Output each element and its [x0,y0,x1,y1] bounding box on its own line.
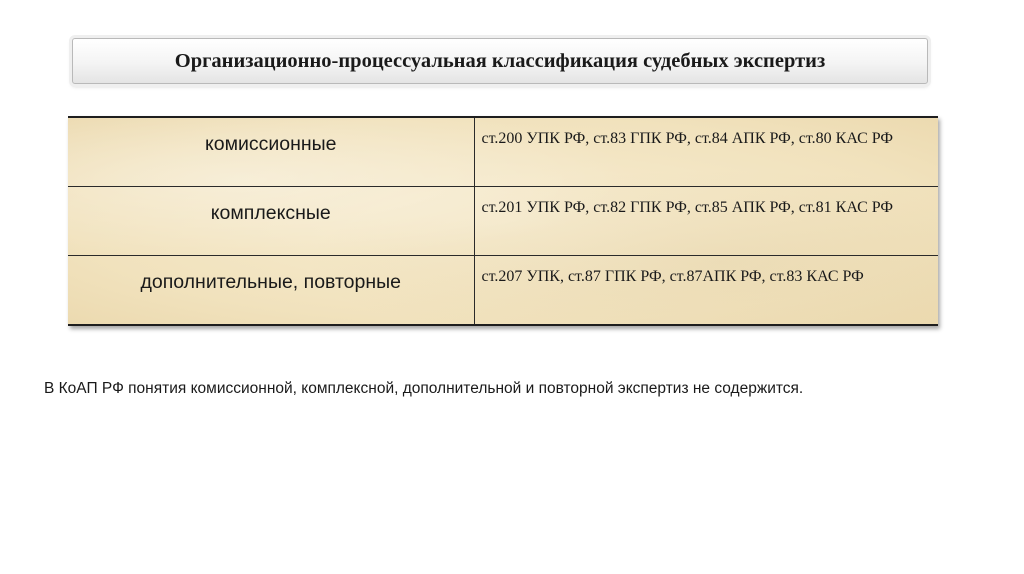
legal-articles-cell: ст.201 УПК РФ, ст.82 ГПК РФ, ст.85 АПК РФ, ст.81 КАС РФ [474,186,938,255]
legal-articles-cell: ст.207 УПК, ст.87 ГПК РФ, ст.87АПК РФ, ст.83 КАС РФ [474,256,938,324]
legal-articles-cell: ст.200 УПК РФ, ст.83 ГПК РФ, ст.84 АПК РФ, ст.80 КАС РФ [481,130,894,147]
title-banner [72,38,928,84]
expertise-type-cell: комиссионные [68,118,474,186]
koap-note: В КоАП РФ понятия комиссионной, комплексной, дополнительной и повторной экспертиз не содержится. [44,380,804,397]
table-row [68,186,938,255]
classification-grid [68,118,938,324]
table-row [68,118,938,186]
table-row [68,256,938,324]
expertise-type-cell: комплексные [68,186,474,255]
classification-table [68,116,938,326]
slide-title: Организационно-процессуальная классификация судебных экспертиз [174,49,826,72]
expertise-type-cell: дополнительные, повторные [68,256,474,324]
